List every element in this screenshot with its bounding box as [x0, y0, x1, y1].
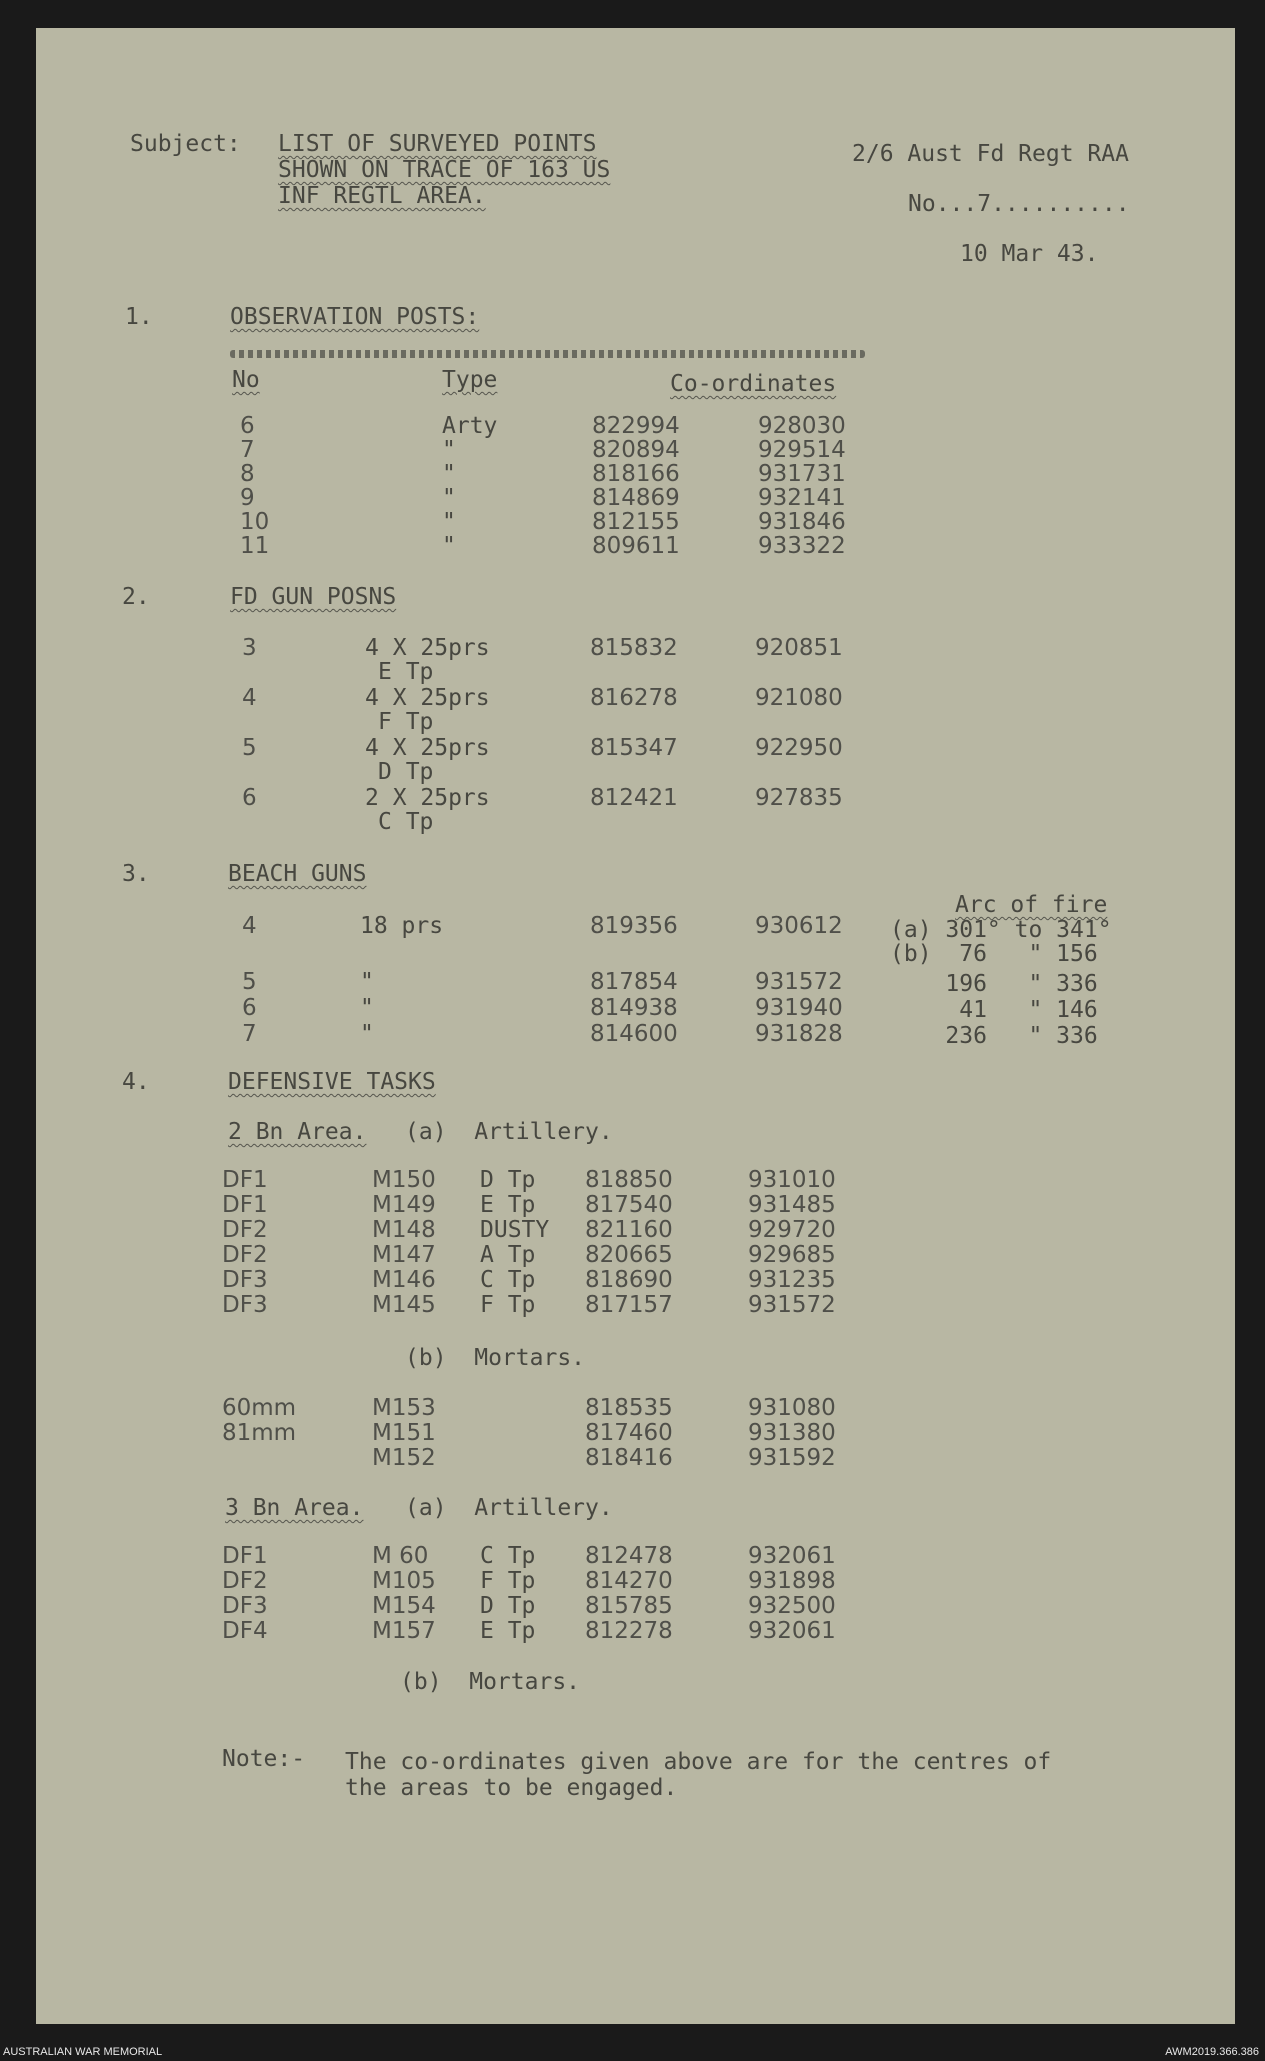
beach-gun-easting: 814938 [590, 995, 678, 1021]
op-northing: 929514 [758, 437, 846, 463]
note-label: Note:- [222, 1746, 306, 1772]
gun-easting: 815347 [590, 735, 678, 761]
op-type: Arty [442, 413, 498, 439]
beach-gun-easting: 814600 [590, 1021, 678, 1047]
task-label: DF4 [222, 1618, 268, 1644]
gun-easting: 812421 [590, 785, 678, 811]
op-type: " [442, 485, 456, 511]
task-marker: M105 [372, 1568, 436, 1594]
task-easting: 821160 [585, 1217, 673, 1243]
beach-gun-northing: 931572 [755, 969, 843, 995]
gun-easting: 815832 [590, 635, 678, 661]
task-troop: C Tp [480, 1267, 536, 1293]
task-easting: 814270 [585, 1568, 673, 1594]
gun-troop: F Tp [378, 709, 434, 735]
task-northing: 932061 [748, 1618, 836, 1644]
arc-of-fire: 236 " 336 [890, 1023, 1098, 1049]
bn3-mortars-label: (b) Mortars. [400, 1669, 581, 1695]
beach-gun-easting: 817854 [590, 969, 678, 995]
task-marker: M146 [372, 1267, 436, 1293]
task-label: DF3 [222, 1292, 268, 1318]
op-number: 8 [240, 461, 255, 487]
task-easting: 817540 [585, 1192, 673, 1218]
column-coordinates-header: Co-ordinates [670, 371, 837, 397]
task-label: DF2 [222, 1568, 268, 1594]
task-easting: 817460 [585, 1420, 673, 1446]
beach-gun-type: " [360, 995, 374, 1021]
arc-of-fire-header: Arc of fire [955, 892, 1108, 918]
task-easting: 818535 [585, 1395, 673, 1421]
subject-line-3: INF REGTL AREA. [278, 183, 486, 209]
task-marker: M151 [372, 1420, 436, 1446]
bn2-mortars-label: (b) Mortars. [405, 1345, 586, 1371]
task-troop: E Tp [480, 1192, 536, 1218]
arc-of-fire: (b) 76 " 156 [890, 941, 1098, 967]
op-northing: 932141 [758, 485, 846, 511]
section-3-title: BEACH GUNS [228, 861, 367, 887]
op-type: " [442, 509, 456, 535]
beach-gun-northing: 931828 [755, 1021, 843, 1047]
beach-gun-northing: 931940 [755, 995, 843, 1021]
task-northing: 931572 [748, 1292, 836, 1318]
task-label: DF3 [222, 1593, 268, 1619]
task-easting: 815785 [585, 1593, 673, 1619]
section-4-title: DEFENSIVE TASKS [228, 1069, 436, 1095]
task-marker: M153 [372, 1395, 436, 1421]
task-label: DF2 [222, 1217, 268, 1243]
subject-line-1: LIST OF SURVEYED POINTS [278, 131, 597, 157]
task-easting: 812278 [585, 1618, 673, 1644]
task-label: DF3 [222, 1267, 268, 1293]
gun-type: 2 X 25prs [365, 785, 490, 811]
op-type: " [442, 461, 456, 487]
task-troop: F Tp [480, 1292, 536, 1318]
beach-gun-number: 6 [242, 995, 257, 1021]
task-label: 81mm [222, 1420, 297, 1446]
op-easting: 809611 [592, 533, 680, 559]
task-easting: 817157 [585, 1292, 673, 1318]
task-marker: M148 [372, 1217, 436, 1243]
gun-position-number: 3 [242, 635, 257, 661]
task-label: 60mm [222, 1395, 297, 1421]
task-marker: M 60 [372, 1543, 429, 1569]
task-label: DF2 [222, 1242, 268, 1268]
task-northing: 932500 [748, 1593, 836, 1619]
gun-troop: C Tp [378, 809, 434, 835]
subject-label: Subject: [130, 131, 241, 157]
document-date: 10 Mar 43. [960, 241, 1099, 267]
archive-credit: AUSTRALIAN WAR MEMORIAL [3, 2046, 163, 2058]
unit-name: 2/6 Aust Fd Regt RAA [852, 141, 1129, 167]
document-number: No...7.......... [908, 191, 1130, 217]
beach-gun-number: 4 [242, 913, 257, 939]
gun-troop: E Tp [378, 659, 434, 685]
task-northing: 931380 [748, 1420, 836, 1446]
task-northing: 931010 [748, 1167, 836, 1193]
beach-gun-type: " [360, 969, 374, 995]
task-troop: DUSTY [480, 1217, 550, 1243]
task-troop: C Tp [480, 1543, 536, 1569]
gun-position-number: 6 [242, 785, 257, 811]
column-no-header: No [232, 367, 260, 393]
arc-of-fire: 41 " 146 [890, 997, 1098, 1023]
op-northing: 931846 [758, 509, 846, 535]
op-number: 6 [240, 413, 255, 439]
section-2-number: 2. [122, 584, 150, 610]
note-line-1: The co-ordinates given above are for the centres of [345, 1749, 1052, 1775]
task-northing: 929685 [748, 1242, 836, 1268]
section-2-title: FD GUN POSNS [230, 584, 397, 610]
task-troop: E Tp [480, 1618, 536, 1644]
task-easting: 820665 [585, 1242, 673, 1268]
task-easting: 812478 [585, 1543, 673, 1569]
op-northing: 933322 [758, 533, 846, 559]
task-marker: M154 [372, 1593, 436, 1619]
task-northing: 931485 [748, 1192, 836, 1218]
gun-northing: 921080 [755, 685, 843, 711]
gun-type: 4 X 25prs [365, 685, 490, 711]
beach-gun-number: 7 [242, 1021, 257, 1047]
task-northing: 931235 [748, 1267, 836, 1293]
beach-gun-type: 18 prs [360, 913, 444, 939]
section-3-number: 3. [122, 861, 150, 887]
task-label: DF1 [222, 1167, 268, 1193]
archive-reference: AWM2019.366.386 [1165, 2046, 1259, 2058]
gun-type: 4 X 25prs [365, 635, 490, 661]
op-type: " [442, 437, 456, 463]
section-4-number: 4. [122, 1069, 150, 1095]
task-troop: F Tp [480, 1568, 536, 1594]
task-northing: 932061 [748, 1543, 836, 1569]
op-number: 11 [240, 533, 270, 559]
gun-troop: D Tp [378, 759, 434, 785]
op-northing: 931731 [758, 461, 846, 487]
gun-position-number: 5 [242, 735, 257, 761]
op-number: 10 [240, 509, 270, 535]
arc-of-fire: (a) 301° to 341° [890, 917, 1112, 943]
task-northing: 931080 [748, 1395, 836, 1421]
task-marker: M152 [372, 1445, 436, 1471]
op-northing: 928030 [758, 413, 846, 439]
section-1-number: 1. [125, 304, 153, 330]
op-number: 9 [240, 485, 255, 511]
task-northing: 931592 [748, 1445, 836, 1471]
subject-line-2: SHOWN ON TRACE OF 163 US [278, 157, 611, 183]
task-troop: D Tp [480, 1167, 536, 1193]
arc-of-fire: 196 " 336 [890, 971, 1098, 997]
task-easting: 818690 [585, 1267, 673, 1293]
task-marker: M157 [372, 1618, 436, 1644]
gun-northing: 920851 [755, 635, 843, 661]
beach-gun-number: 5 [242, 969, 257, 995]
gun-position-number: 4 [242, 685, 257, 711]
op-easting: 820894 [592, 437, 680, 463]
task-troop: A Tp [480, 1242, 536, 1268]
op-easting: 812155 [592, 509, 680, 535]
gun-northing: 922950 [755, 735, 843, 761]
task-marker: M147 [372, 1242, 436, 1268]
beach-gun-type: " [360, 1021, 374, 1047]
beach-gun-easting: 819356 [590, 913, 678, 939]
beach-gun-northing: 930612 [755, 913, 843, 939]
task-easting: 818850 [585, 1167, 673, 1193]
task-label: DF1 [222, 1543, 268, 1569]
task-marker: M149 [372, 1192, 436, 1218]
gun-easting: 816278 [590, 685, 678, 711]
note-line-2: the areas to be engaged. [345, 1775, 678, 1801]
gun-type: 4 X 25prs [365, 735, 490, 761]
column-type-header: Type [442, 367, 498, 393]
task-northing: 931898 [748, 1568, 836, 1594]
op-number: 7 [240, 437, 255, 463]
task-marker: M150 [372, 1167, 436, 1193]
bn3-area-label: 3 Bn Area. [225, 1495, 364, 1521]
task-marker: M145 [372, 1292, 436, 1318]
task-label: DF1 [222, 1192, 268, 1218]
bn3-artillery-label: (a) Artillery. [405, 1495, 613, 1521]
bn2-area-label: 2 Bn Area. [228, 1119, 367, 1145]
op-type: " [442, 533, 456, 559]
section-1-wavy-rule [230, 350, 865, 358]
op-easting: 822994 [592, 413, 680, 439]
task-easting: 818416 [585, 1445, 673, 1471]
bn2-artillery-label: (a) Artillery. [405, 1119, 613, 1145]
op-easting: 818166 [592, 461, 680, 487]
task-northing: 929720 [748, 1217, 836, 1243]
gun-northing: 927835 [755, 785, 843, 811]
op-easting: 814869 [592, 485, 680, 511]
section-1-title: OBSERVATION POSTS: [230, 304, 480, 330]
task-troop: D Tp [480, 1593, 536, 1619]
